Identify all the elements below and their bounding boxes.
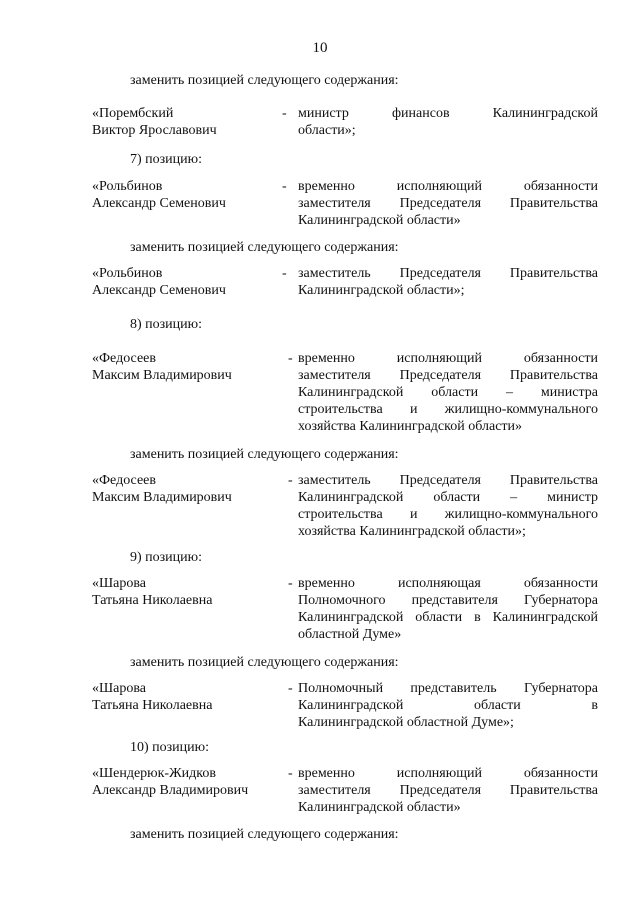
paragraph-replace-instruction: заменить позицией следующего содержания: (130, 655, 399, 670)
description-line: заместителя Председателя Правительства (298, 368, 598, 383)
description-line: временно исполняющий обязанности (298, 351, 598, 366)
description-line: Калининградской области»; (298, 283, 465, 298)
person-name (92, 472, 282, 506)
person-surname: «Шарова (92, 576, 146, 591)
person-surname: «Порембский (92, 106, 174, 121)
person-name (92, 765, 282, 799)
page-number: 10 (312, 40, 328, 56)
separator-dash: - (282, 266, 287, 281)
description-line: Калининградской областной Думе»; (298, 715, 514, 730)
position-description (298, 105, 598, 139)
position-description (298, 178, 598, 229)
description-line: Калининградской области» (298, 800, 461, 815)
separator-dash: - (282, 106, 287, 121)
person-surname: «Федосеев (92, 473, 156, 488)
position-description (298, 575, 598, 643)
person-given-names: Александр Семенович (92, 196, 226, 211)
separator-dash: - (288, 576, 293, 591)
person-surname: «Шендерюк-Жидков (92, 766, 216, 781)
description-line: Калининградской области – министр (298, 490, 598, 505)
person-given-names: Александр Семенович (92, 283, 226, 298)
description-line: Калининградской области в (298, 698, 598, 713)
paragraph-position-number: 10) позицию: (130, 740, 210, 755)
person-name (92, 105, 282, 139)
description-line: Калининградской области – министра (298, 385, 598, 400)
person-surname: «Шарова (92, 681, 146, 696)
separator-dash: - (288, 681, 293, 696)
person-given-names: Максим Владимирович (92, 490, 232, 505)
description-line: заместителя Председателя Правительства (298, 196, 598, 211)
position-description (298, 350, 598, 435)
description-line: заместителя Председателя Правительства (298, 783, 598, 798)
description-line: хозяйства Калининградской области» (298, 419, 523, 434)
description-line: области»; (298, 123, 356, 138)
description-line: заместитель Председателя Правительства (298, 266, 598, 281)
paragraph-position-number: 9) позицию: (130, 550, 203, 565)
person-given-names: Виктор Ярославович (92, 123, 217, 138)
person-given-names: Татьяна Николаевна (92, 593, 213, 608)
position-description (298, 472, 598, 540)
person-surname: «Рольбинов (92, 179, 163, 194)
description-line: Калининградской области» (298, 213, 461, 228)
person-name (92, 178, 282, 212)
description-line: строительства и жилищно-коммунального (298, 507, 598, 522)
description-line: временно исполняющая обязанности (298, 576, 598, 591)
description-line: строительства и жилищно-коммунального (298, 402, 598, 417)
paragraph-replace-instruction: заменить позицией следующего содержания: (130, 827, 399, 842)
person-surname: «Рольбинов (92, 266, 163, 281)
position-description (298, 680, 598, 731)
person-given-names: Максим Владимирович (92, 368, 232, 383)
paragraph-position-number: 7) позицию: (130, 152, 203, 167)
description-line: временно исполняющий обязанности (298, 179, 598, 194)
description-line: областной Думе» (298, 627, 402, 642)
person-surname: «Федосеев (92, 351, 156, 366)
paragraph-replace-instruction: заменить позицией следующего содержания: (130, 240, 399, 255)
description-line: хозяйства Калининградской области»; (298, 524, 526, 539)
description-line: Полномочного представителя Губернатора (298, 593, 598, 608)
person-name (92, 350, 282, 384)
position-description (298, 265, 598, 299)
separator-dash: - (288, 473, 293, 488)
person-name (92, 575, 282, 609)
paragraph-replace-instruction: заменить позицией следующего содержания: (130, 73, 399, 88)
person-name (92, 680, 282, 714)
separator-dash: - (288, 351, 293, 366)
description-line: заместитель Председателя Правительства (298, 473, 598, 488)
description-line: министр финансов Калининградской (298, 106, 598, 121)
person-name (92, 265, 282, 299)
separator-dash: - (288, 766, 293, 781)
paragraph-replace-instruction: заменить позицией следующего содержания: (130, 447, 399, 462)
description-line: Полномочный представитель Губернатора (298, 681, 598, 696)
description-line: Калининградской области в Калининградской (298, 610, 598, 625)
description-line: временно исполняющий обязанности (298, 766, 598, 781)
position-description (298, 765, 598, 816)
separator-dash: - (282, 179, 287, 194)
person-given-names: Татьяна Николаевна (92, 698, 213, 713)
paragraph-position-number: 8) позицию: (130, 317, 203, 332)
person-given-names: Александр Владимирович (92, 783, 249, 798)
